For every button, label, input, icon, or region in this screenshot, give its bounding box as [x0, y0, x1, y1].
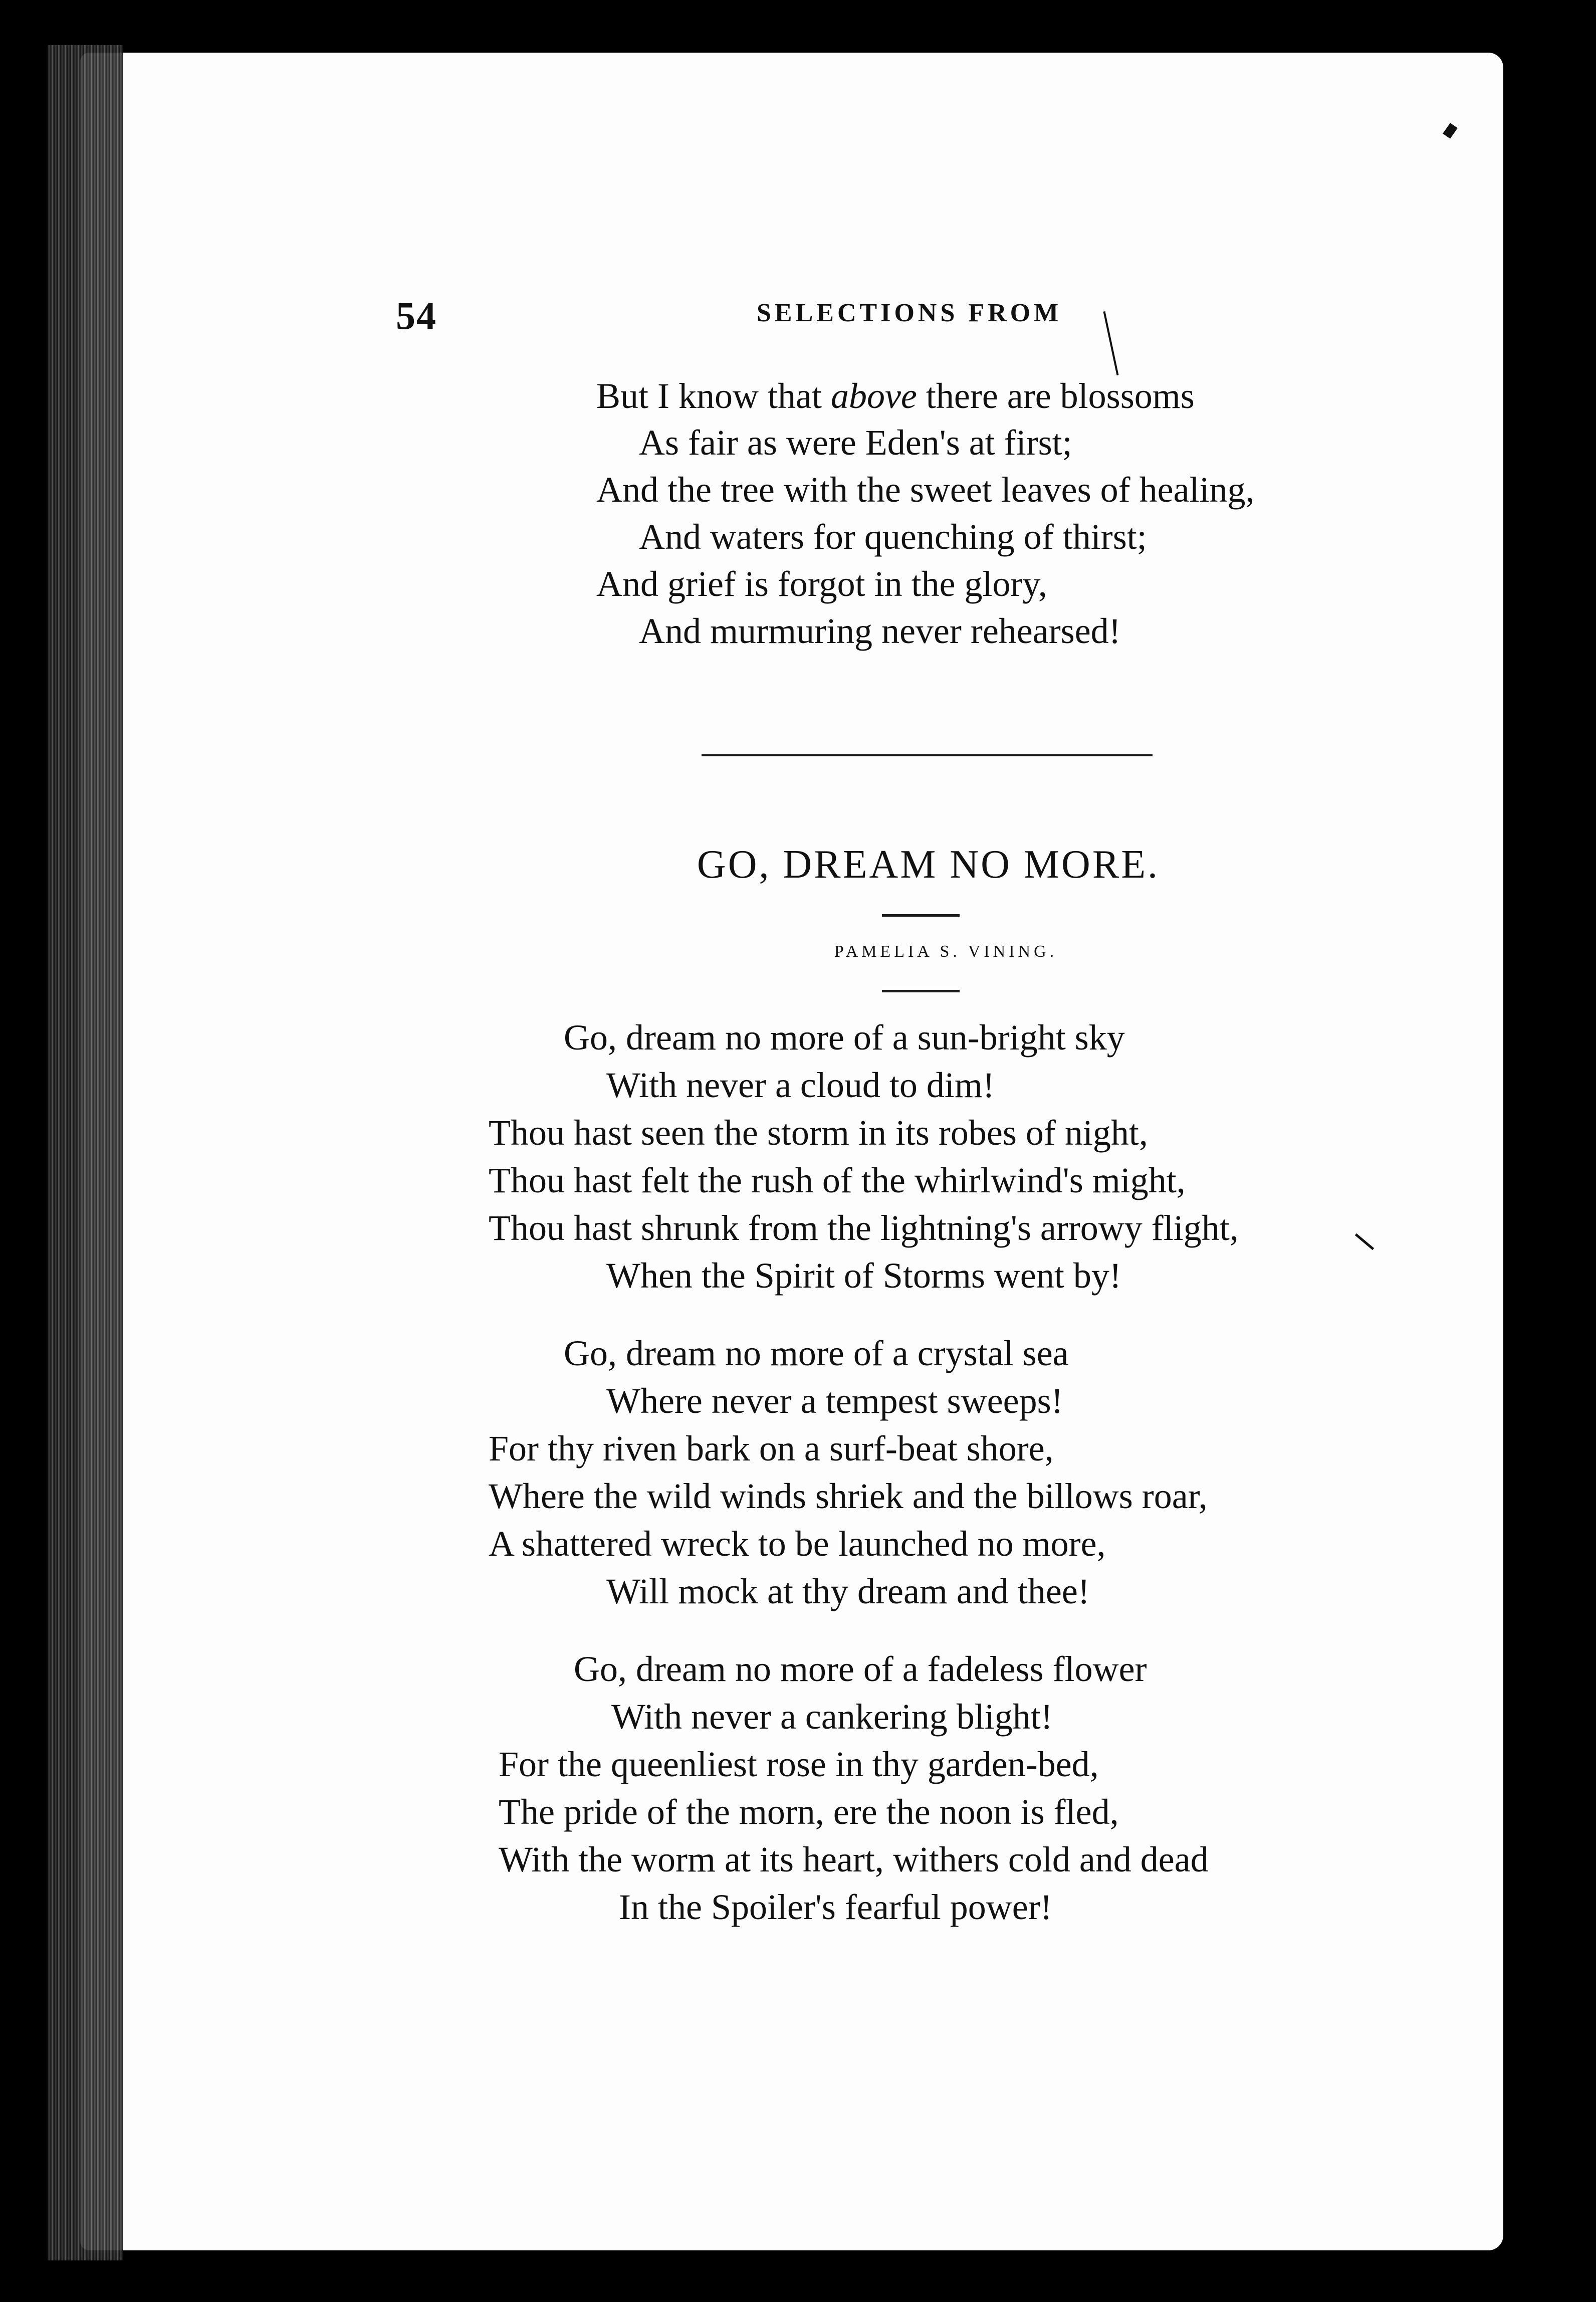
verse-line: Thou hast shrunk from the lightning's arrowy flight,	[489, 1208, 1239, 1248]
verse-line: Thou hast felt the rush of the whirlwind's might,	[489, 1160, 1186, 1200]
verse-line: And the tree with the sweet leaves of healing,	[596, 470, 1255, 510]
verse-line: Thou hast seen the storm in its robes of night,	[489, 1113, 1148, 1153]
verse-line: Where the wild winds shriek and the billows roar,	[489, 1476, 1208, 1516]
verse-line: For the queenliest rose in thy garden-bed,	[499, 1744, 1099, 1784]
verse-line: And murmuring never rehearsed!	[639, 611, 1121, 651]
running-title: SELECTIONS FROM	[757, 299, 1062, 327]
poem-author: PAMELIA S. VINING.	[834, 942, 1058, 961]
verse-line: The pride of the morn, ere the noon is fled,	[499, 1792, 1119, 1832]
title-rule	[882, 914, 960, 917]
running-head	[0, 293, 1596, 338]
poem-title: GO, DREAM NO MORE.	[697, 843, 1160, 887]
verse-line: In the Spoiler's fearful power!	[619, 1887, 1052, 1927]
verse-line: As fair as were Eden's at first;	[639, 423, 1072, 463]
verse-line: Go, dream no more of a crystal sea	[564, 1333, 1069, 1373]
verse-line: But I know that above there are blossoms	[596, 376, 1195, 416]
stray-ink-mark	[1443, 123, 1458, 139]
verse-line: For thy riven bark on a surf-beat shore,	[489, 1428, 1054, 1469]
verse-line: Go, dream no more of a sun-bright sky	[564, 1017, 1125, 1058]
verse-line: With never a cankering blight!	[611, 1697, 1053, 1737]
verse-line: With the worm at its heart, withers cold and dead	[499, 1839, 1209, 1879]
author-rule	[882, 990, 960, 992]
verse-line: A shattered wreck to be launched no more,	[489, 1524, 1106, 1564]
verse-line: With never a cloud to dim!	[606, 1065, 995, 1105]
verse-line: Where never a tempest sweeps!	[606, 1381, 1063, 1421]
verse-line: Go, dream no more of a fadeless flower	[574, 1649, 1147, 1689]
stray-ink-mark	[1355, 1233, 1374, 1250]
verse-line: Will mock at thy dream and thee!	[606, 1571, 1090, 1611]
section-divider	[702, 754, 1153, 756]
verse-line: When the Spirit of Storms went by!	[606, 1255, 1121, 1296]
page-number: 54	[396, 294, 437, 337]
verse-line: And grief is forgot in the glory,	[596, 564, 1047, 604]
emphasized-word: above	[830, 376, 917, 416]
verse-line: And waters for quenching of thirst;	[639, 517, 1147, 557]
